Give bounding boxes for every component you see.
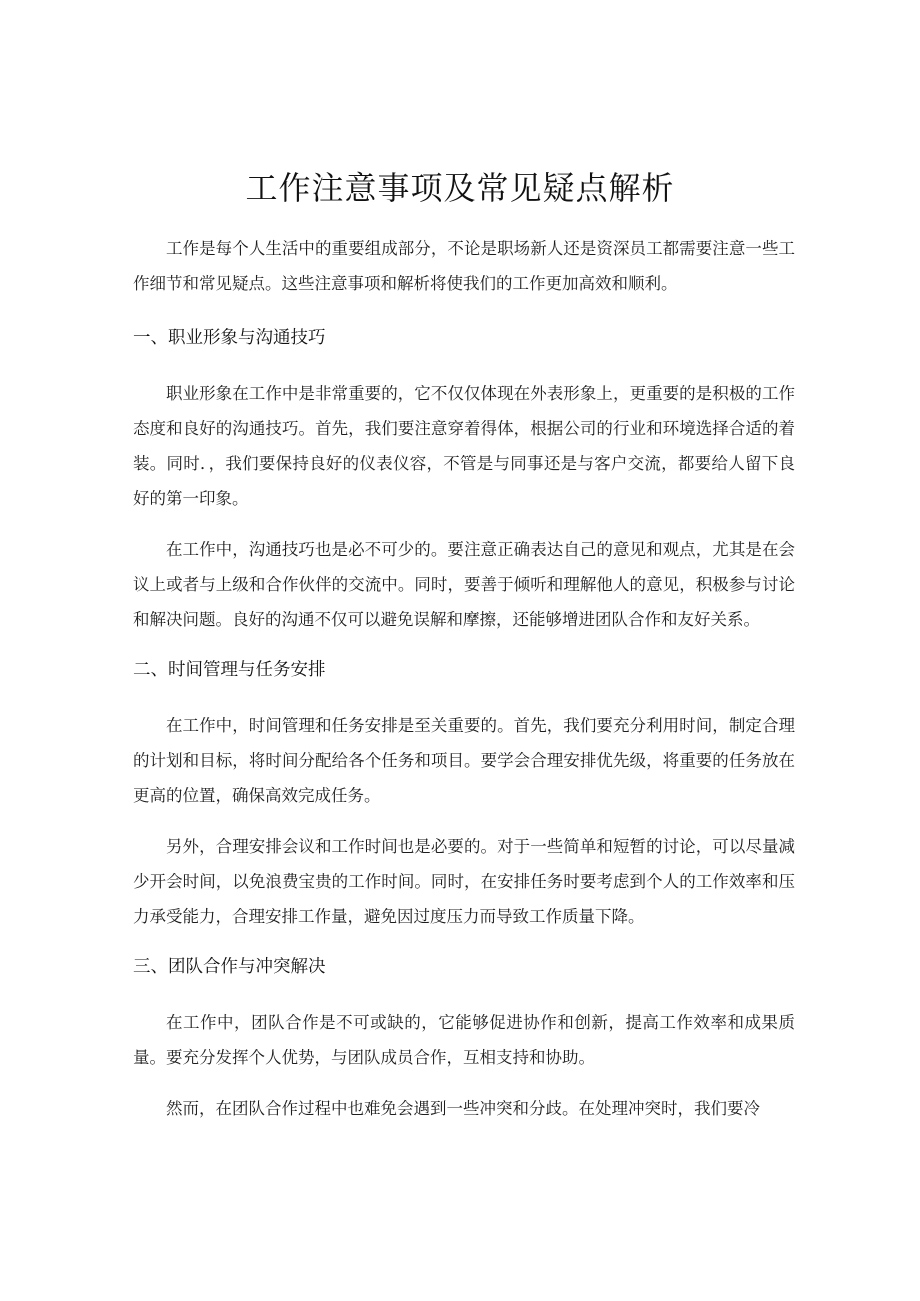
section-heading-3: 三、团队合作与冲突解决	[133, 957, 326, 977]
section-2-paragraph-2: 另外，合理安排会议和工作时间也是必要的。对于一些简单和短暂的讨论，可以尽量减少开会时间，以免浪费宝贵的工作时间。同时，在安排任务时要考虑到个人的工作效率和压力承受能力，合理安排工作量，避免因过度压力而导致工作质量下降。	[133, 837, 795, 926]
section-heading-1: 一、职业形象与沟通技巧	[133, 328, 326, 348]
section-1-paragraph-1: 职业形象在工作中是非常重要的，它不仅仅体现在外表形象上，更重要的是积极的工作态度和良好的沟通技巧。首先，我们要注意穿着得体，根据公司的行业和环境选择合适的着装。同时．，我们要保持良好的仪表仪容，不管是与同事还是与客户交流，都要给人留下良好的第一印象。	[133, 384, 795, 508]
document-title: 工作注意事项及常见疑点解析	[245, 169, 675, 207]
section-1-paragraph-2: 在工作中，沟通技巧也是必不可少的。要注意正确表达自己的意见和观点，尤其是在会议上或者与上级和合作伙伴的交流中。同时，要善于倾听和理解他人的意见，积极参与讨论和解决问题。良好的沟通不仅可以避免误解和摩擦，还能够增进团队合作和友好关系。	[133, 540, 795, 629]
section-heading-2: 二、时间管理与任务安排	[133, 660, 326, 680]
document-body	[133, 231, 795, 1142]
section-3-paragraph-2: 然而，在团队合作过程中也难免会遇到一些冲突和分歧。在处理冲突时，我们要冷	[166, 1099, 760, 1118]
intro-paragraph: 工作是每个人生活中的重要组成部分，不论是职场新人还是资深员工都需要注意一些工作细节和常见疑点。这些注意事项和解析将使我们的工作更加高效和顺利。	[133, 239, 795, 293]
section-3-paragraph-1: 在工作中，团队合作是不可或缺的，它能够促进协作和创新，提高工作效率和成果质量。要充分发挥个人优势，与团队成员合作，互相支持和协助。	[133, 1013, 795, 1067]
section-2-paragraph-1: 在工作中，时间管理和任务安排是至关重要的。首先，我们要充分利用时间，制定合理的计划和目标，将时间分配给各个任务和项目。要学会合理安排优先级，将重要的任务放在更高的位置，确保高效完成任务。	[133, 716, 795, 805]
